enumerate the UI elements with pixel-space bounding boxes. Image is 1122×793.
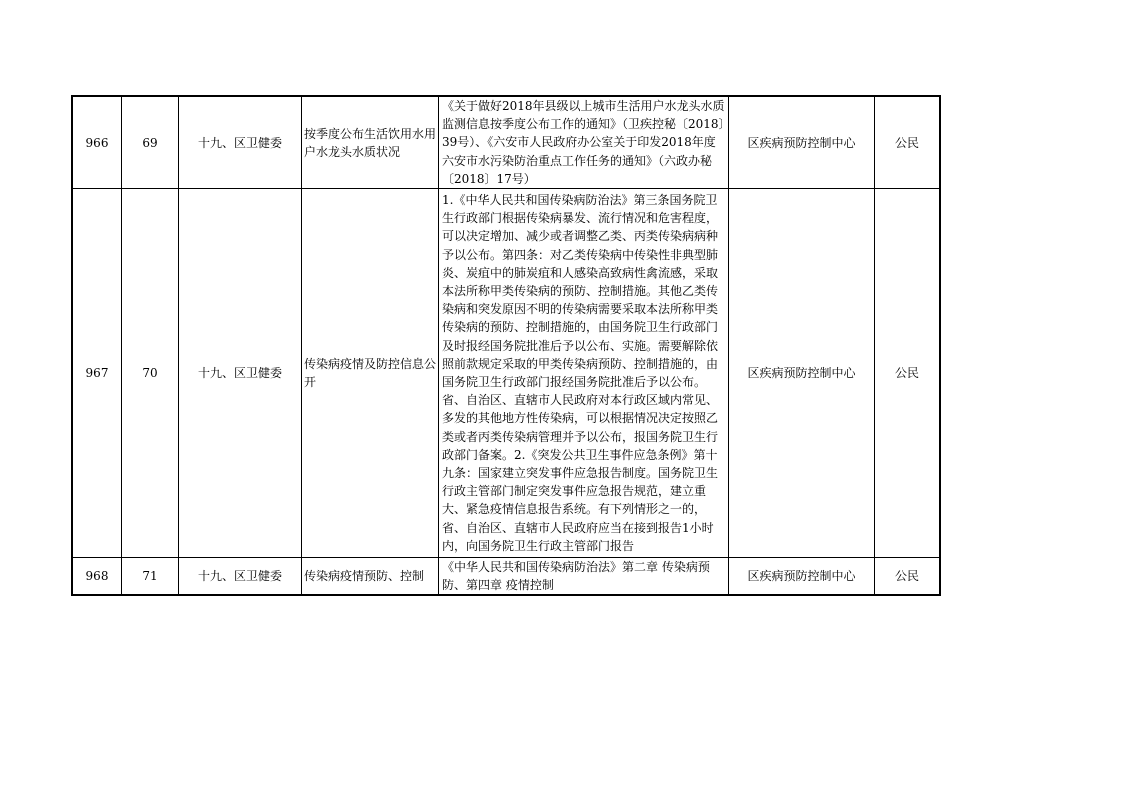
seq-cell: 966 bbox=[73, 97, 122, 189]
basis-cell: 《关于做好2018年县级以上城市生活用户水龙头水质监测信息按季度公布工作的通知》（卫疾控秘〔2018〕39号）、《六安市人民政府办公室关于印发2018年度六安市水污染防治重点工作任务的通知》（六政办秘〔2018〕17号） bbox=[439, 97, 729, 189]
sub-seq-cell: 70 bbox=[122, 189, 179, 558]
entity-cell: 区疾病预防控制中心 bbox=[729, 97, 875, 189]
audience-cell: 公民 bbox=[875, 558, 940, 595]
audience-cell: 公民 bbox=[875, 189, 940, 558]
item-cell: 按季度公布生活饮用水用户水龙头水质状况 bbox=[302, 97, 439, 189]
entity-cell: 区疾病预防控制中心 bbox=[729, 189, 875, 558]
item-cell: 传染病疫情及防控信息公开 bbox=[302, 189, 439, 558]
item-cell: 传染病疫情预防、控制 bbox=[302, 558, 439, 595]
audience-cell: 公民 bbox=[875, 97, 940, 189]
entity-cell: 区疾病预防控制中心 bbox=[729, 558, 875, 595]
department-cell: 十九、区卫健委 bbox=[179, 189, 302, 558]
table-row bbox=[73, 97, 940, 189]
department-cell: 十九、区卫健委 bbox=[179, 97, 302, 189]
table-row bbox=[73, 558, 940, 595]
seq-cell: 967 bbox=[73, 189, 122, 558]
sub-seq-cell: 69 bbox=[122, 97, 179, 189]
department-cell: 十九、区卫健委 bbox=[179, 558, 302, 595]
seq-cell: 968 bbox=[73, 558, 122, 595]
basis-cell: 《中华人民共和国传染病防治法》第二章 传染病预防、第四章 疫情控制 bbox=[439, 558, 729, 595]
basis-cell: 1.《中华人民共和国传染病防治法》第三条国务院卫生行政部门根据传染病暴发、流行情况和危害程度，可以决定增加、减少或者调整乙类、丙类传染病病种予以公布。第四条：对乙类传染病中传染性非典型肺炎、炭疽中的肺炭疽和人感染高致病性禽流感，采取本法所称甲类传染病的预防、控制措施。其他乙类传染病和突发原因不明的传染病需要采取本法所称甲类传染病的预防、控制措施的，由国务院卫生行政部门及时报经国务院批准后予以公布、实施。需要解除依照前款规定采取的甲类传染病预防、控制措施的，由国务院卫生行政部门报经国务院批准后予以公布。省、自治区、直辖市人民政府对本行政区域内常见、多发的其他地方性传染病，可以根据情况决定按照乙类或者丙类传染病管理并予以公布，报国务院卫生行政部门备案。2.《突发公共卫生事件应急条例》第十九条：国家建立突发事件应急报告制度。国务院卫生行政主管部门制定突发事件应急报告规范，建立重大、紧急疫情信息报告系统。有下列情形之一的，省、自治区、直辖市人民政府应当在接到报告1小时内，向国务院卫生行政主管部门报告 bbox=[439, 189, 729, 558]
sub-seq-cell: 71 bbox=[122, 558, 179, 595]
table-row bbox=[73, 189, 940, 558]
disclosure-table bbox=[72, 96, 940, 595]
